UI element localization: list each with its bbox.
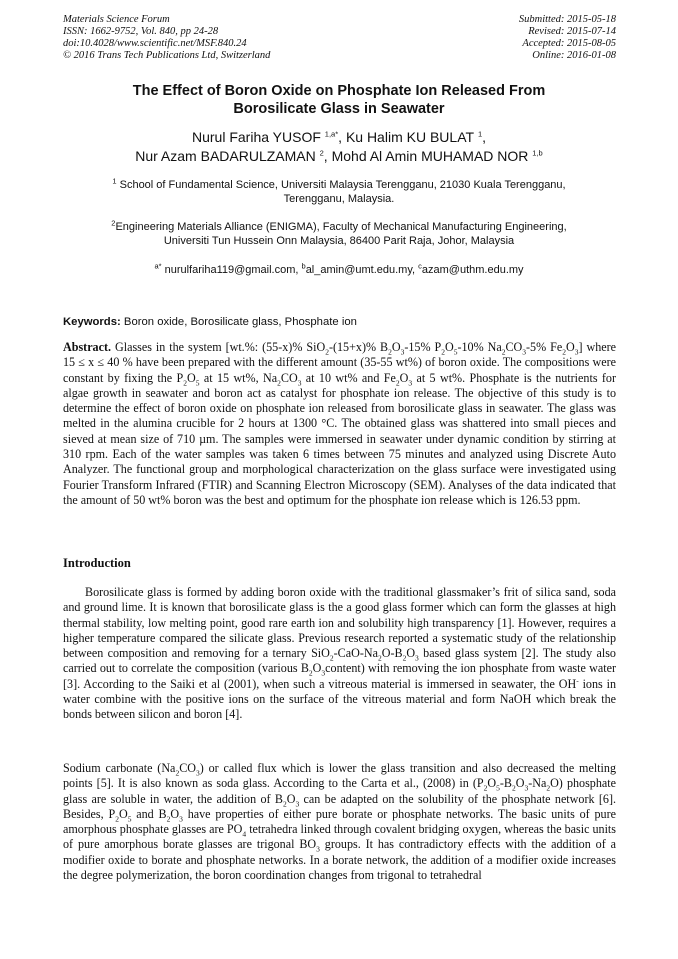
email-b-sup: b [301, 261, 306, 271]
section-heading-introduction: Introduction [63, 556, 131, 570]
issn: ISSN: 1662-9752, Vol. 840, pp 24-28 [63, 26, 219, 37]
journal-info [63, 14, 270, 62]
intro-paragraph-1: Borosilicate glass is formed by adding boron oxide with the traditional glassmaker’s frit of silica sand, soda and ground lime. It is known that borosilicate glass is the a good glass former which can form the glasses at high thermal stability, low melting point, good rare earth ion and solubility high transparency [1]. However, requires a higher temperature compared the silicate glass. Previous research reported a systematic study of the relationship between composition and removing for a ternary $SiO_2-CaO-Na_2O-B_2O_3$ based glass system [2]. The study also carried out to correlate the composition (various $B_2O_3content$) with removing the ion phosphate from waste water [3]. According to the Saiki et al (2001), when such a vitreous material is immersed in seawater, the OH- ions in water combine with the positive ions on the surface of the vitreous material and form NaOH which break the bonds between silicon and boron [4]. [63, 585, 616, 722]
paper-title [60, 82, 618, 118]
author-2: Ku Halim KU BULAT [345, 129, 475, 145]
authors-line-2: Nur Azam BADARULZAMAN $^2$, Mohd Al Amin MUHAMAD NOR $^{1,b}$ [135, 148, 543, 164]
author-1: Nurul Fariha YUSOF [192, 129, 321, 145]
email-line [60, 263, 618, 277]
author-4-sup: 1,b [532, 148, 543, 158]
intro-paragraph-2: Sodium carbonate $(Na_2CO_3)$ or called flux which is lower the glass transition and also decreased the melting points [5]. It is also known as soda glass. According to the Carta et al., (2008) in $(P_2O_5-B_2O_3-Na_2O)$ phosphate glass are soluble in water, the addition of $B_2O_3$ can be adapted on the solubility of the phosphate network [6]. Besides, $P_2O_5$ and $B_2O_3$ have properties of either pure borate or phosphate networks. The basic units of pure amorphous phosphate glasses are $PO_4$ tetrahedra linked through covalent bridging oxygen, whereas the basic units of pure amorphous borate glasses are trigonal $BO_3$ groups. It has contradictory effects with the addition of a modifier oxide to borate and phosphate networks. In a borate network, the addition of a modifier oxide increases the degree polymerization, the boron coordination changes from trigonal to tetrahedral [63, 761, 617, 883]
dates-info [519, 14, 616, 62]
accepted-date: Accepted: 2015-08-05 [522, 38, 616, 49]
email-a[interactable]: nurulfariha119@gmail.com, [164, 264, 299, 276]
copyright: © 2016 Trans Tech Publications Ltd, Switzerland [63, 50, 271, 61]
submitted-date: Submitted: 2015-05-18 [518, 14, 616, 25]
aff1-sup: 1 [112, 176, 117, 186]
author-3-sup: 2 [319, 148, 324, 158]
email-c-sup: c [418, 261, 422, 271]
aff1-line-1: School of Fundamental Science, Universiti Malaysia Terengganu, 21030 Kuala Terengganu, [119, 179, 566, 191]
title-line-2: Borosilicate Glass in Seawater [233, 101, 445, 117]
email-c[interactable]: azam@uthm.edu.my [421, 264, 524, 276]
email-b[interactable]: al_amin@umt.edu.my, [305, 264, 416, 276]
online-date: Online: 2016-01-08 [532, 50, 616, 61]
keywords [63, 316, 616, 328]
author-list [40, 128, 638, 166]
aff2-line-1: Engineering Materials Alliance (ENIGMA), Faculty of Mechanical Manufacturing Engineering, [115, 221, 567, 233]
author-3: Nur Azam BADARULZAMAN [135, 148, 316, 164]
keywords-label: Keywords: [63, 316, 121, 328]
aff2-line-2: Universiti Tun Hussein Onn Malaysia, 86400 Parit Raja, Johor, Malaysia [163, 235, 515, 247]
journal-name: Materials Science Forum [63, 14, 170, 25]
aff2-sup: 2 [111, 218, 116, 228]
abstract-paragraph: Abstract. Glasses in the system [wt.%: (55-x)% SiO$_2$-(15+x)% $B_2O_3-15\%$ $P_2O_5-10\%$ $Na_2CO_3-5\%$ $Fe_2O_3$] where 15 ≤ x ≤ 40 % have been prepared with the different amount (35-55 wt%) of boron oxide. The compositions were constant by fixing the $P_2O_5$ at 15 wt%, $Na_2CO_3$ at 10 wt% and $Fe_2O_3$ at 5 wt%. Phosphate is the nutrients for algae growth in seawater and boron act as catalyst for phosphate ion release. The objective of this study is to determine the effect of boron oxide on phosphate ion released from borosilicate glass in seawater. The glass was melted in the alumina crucible for 2 hours at 1300 °C. The obtained glass was shattered into small pieces and sieved at mean size of 710 µm. The samples were immersed in seawater under dynamic condition by stirring at 310 rpm. Each of the water samples was taken 6 times between 75 minutes and analyzed using Discrete Auto Analyzer. The functional group and morphological characterization on the glass surface were investigated using Fourier Transform Infrared (FTIR) and Scanning Electron Microscopy (SEM). Analyses of the data indicated that the amount of 50 wt% boron was the best and optimum for the phosphate ion release which is 126.53 ppm. [63, 340, 616, 507]
affiliation-2 [60, 220, 618, 248]
author-2-sup: 1 [477, 129, 483, 139]
doi[interactable]: doi:10.4028/www.scientific.net/MSF.840.24 [63, 38, 247, 49]
title-line-1: The Effect of Boron Oxide on Phosphate Ion Released From [132, 83, 546, 99]
email-a-sup: a* [154, 261, 162, 271]
author-4: Mohd Al Amin MUHAMAD NOR [331, 148, 529, 164]
page-header [63, 14, 616, 62]
authors-line-1: Nurul Fariha YUSOF $^{1,a*}$, Ku Halim KU BULAT $^1$, [192, 129, 486, 145]
keywords-text: Boron oxide, Borosilicate glass, Phosphate ion [123, 316, 357, 328]
author-1-sup: 1,a* [324, 129, 339, 139]
abstract-label: Abstract. [63, 340, 112, 354]
revised-date: Revised: 2015-07-14 [528, 26, 616, 37]
aff1-line-2: Terengganu, Malaysia. [283, 193, 395, 205]
affiliation-1 [60, 178, 618, 206]
